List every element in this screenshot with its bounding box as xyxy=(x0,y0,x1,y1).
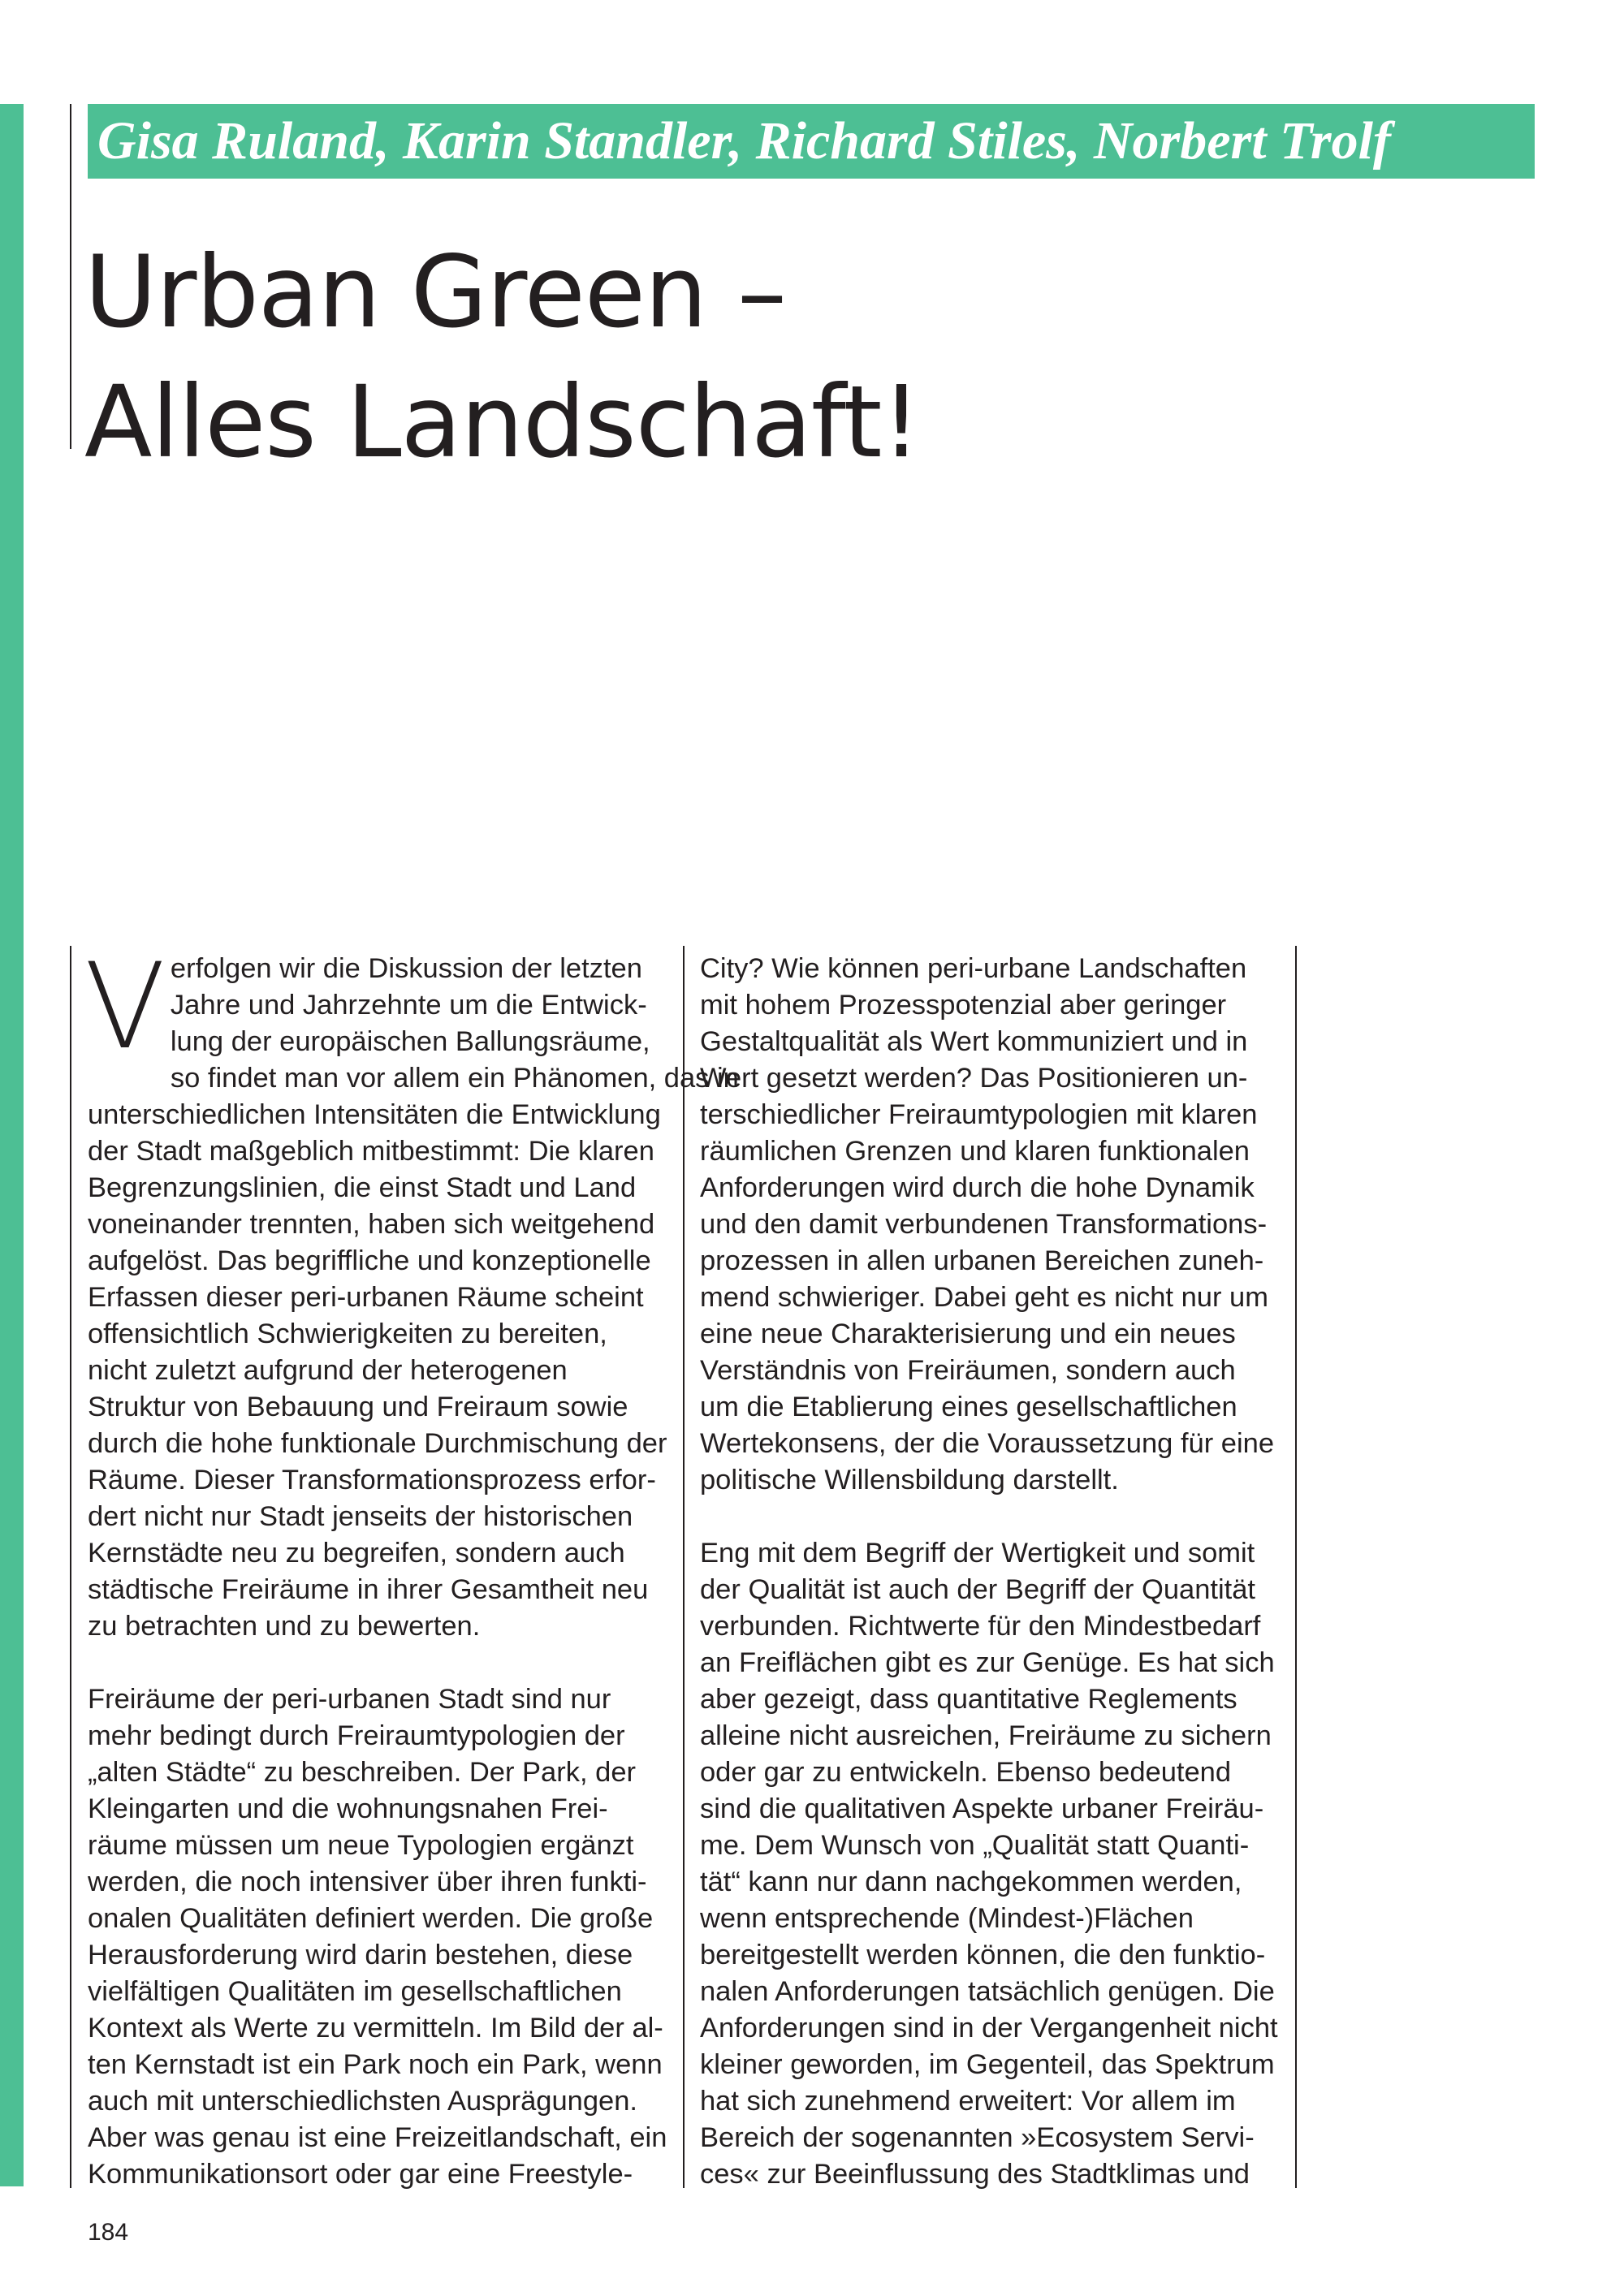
text-line: Herausforderung wird darin bestehen, diese xyxy=(88,1940,633,1970)
text-line: Wert gesetzt werden? Das Positionieren un- xyxy=(700,1063,1248,1094)
text-line: Jahre und Jahrzehnte um die Entwick- xyxy=(170,990,647,1021)
text-line: prozessen in allen urbanen Bereichen zuneh- xyxy=(700,1245,1264,1276)
text-line: aber gezeigt, dass quantitative Reglements xyxy=(700,1684,1237,1715)
text-line: um die Etablierung eines gesellschaftlichen xyxy=(700,1392,1237,1422)
drop-cap: V xyxy=(84,938,166,1076)
text-line: Bereich der sogenannten »Ecosystem Servi- xyxy=(700,2122,1255,2153)
text-line: nicht zuletzt aufgrund der heterogenen xyxy=(88,1355,568,1386)
text-line: Erfassen dieser peri-urbanen Räume scheint xyxy=(88,1282,644,1313)
text-line: Kernstädte neu zu begreifen, sondern auch xyxy=(88,1538,625,1569)
text-line: Struktur von Bebauung und Freiraum sowie xyxy=(88,1392,628,1422)
text-line: hat sich zunehmend erweitert: Vor allem im xyxy=(700,2086,1236,2117)
text-line: Anforderungen wird durch die hohe Dynamik xyxy=(700,1172,1255,1203)
title-line-1: Urban Green – xyxy=(84,235,786,350)
text-line: nalen Anforderungen tatsächlich genügen. Die xyxy=(700,1976,1275,2007)
author-band xyxy=(88,104,1535,179)
text-line: me. Dem Wunsch von „Qualität statt Quanti- xyxy=(700,1830,1250,1861)
text-line: lung der europäischen Ballungsräume, xyxy=(170,1026,650,1057)
text-line: eine neue Charakterisierung und ein neues xyxy=(700,1318,1236,1349)
text-line: oder gar zu entwickeln. Ebenso bedeutend xyxy=(700,1757,1232,1788)
text-line: tät“ kann nur dann nachgekommen werden, xyxy=(700,1867,1242,1897)
left-accent-bar xyxy=(0,104,24,2186)
text-line: Gestaltqualität als Wert kommuniziert und in xyxy=(700,1026,1248,1057)
text-line: Räume. Dieser Transformationsprozess erfor- xyxy=(88,1465,656,1495)
text-line: bereitgestellt werden können, die den funktio- xyxy=(700,1940,1266,1970)
paragraph xyxy=(700,1535,1285,2193)
page-number: 184 xyxy=(88,2219,129,2246)
text-line: Kontext als Werte zu vermitteln. Im Bild der al- xyxy=(88,2013,663,2044)
paragraph xyxy=(88,1681,672,2193)
text-line: ces« zur Beeinflussung des Stadtklimas und xyxy=(700,2159,1250,2190)
right-text-column xyxy=(700,951,1285,2193)
article-title xyxy=(84,227,920,487)
text-line: City? Wie können peri-urbane Landschaften xyxy=(700,953,1247,984)
text-line: durch die hohe funktionale Durchmischung der xyxy=(88,1428,667,1459)
text-line: ten Kernstadt ist ein Park noch ein Park, wenn xyxy=(88,2049,663,2080)
paragraph xyxy=(84,938,739,1645)
text-line: terschiedlicher Freiraumtypologien mit klaren xyxy=(700,1099,1258,1130)
text-line: kleiner geworden, im Gegenteil, das Spektrum xyxy=(700,2049,1275,2080)
text-line: an Freiflächen gibt es zur Genüge. Es hat sich xyxy=(700,1647,1275,1678)
text-line: so findet man vor allem ein Phänomen, das in xyxy=(170,1063,739,1094)
text-line: vielfältigen Qualitäten im gesellschaftlichen xyxy=(88,1976,622,2007)
text-line: werden, die noch intensiver über ihren funkti- xyxy=(88,1867,647,1897)
text-line: Aber was genau ist eine Freizeitlandschaft, ein xyxy=(88,2122,667,2153)
text-line: politische Willensbildung darstellt. xyxy=(700,1465,1119,1495)
column-rule-right xyxy=(1295,946,1297,2188)
text-line: erfolgen wir die Diskussion der letzten xyxy=(170,953,642,984)
text-line: voneinander trennten, haben sich weitgehend xyxy=(88,1209,655,1240)
title-vertical-rule xyxy=(70,104,71,449)
title-line-2: Alles Landschaft! xyxy=(84,365,921,480)
text-line: „alten Städte“ zu beschreiben. Der Park, der xyxy=(88,1757,637,1788)
text-line: der Qualität ist auch der Begriff der Quantität xyxy=(700,1574,1255,1605)
text-line: Anforderungen sind in der Vergangenheit nicht xyxy=(700,2013,1278,2044)
text-line: Freiräume der peri-urbanen Stadt sind nur xyxy=(88,1684,611,1715)
paragraph xyxy=(700,951,1285,1499)
text-line: unterschiedlichen Intensitäten die Entwicklung xyxy=(88,1099,661,1130)
text-line: wenn entsprechende (Mindest-)Flächen xyxy=(700,1903,1194,1934)
text-line: und den damit verbundenen Transformations- xyxy=(700,1209,1268,1240)
text-line: zu betrachten und zu bewerten. xyxy=(88,1611,481,1642)
left-text-column xyxy=(84,938,739,2193)
text-line: dert nicht nur Stadt jenseits der historischen xyxy=(88,1501,633,1532)
text-line: Begrenzungslinien, die einst Stadt und Land xyxy=(88,1172,637,1203)
text-line: Kommunikationsort oder gar eine Freestyle- xyxy=(88,2159,633,2190)
text-line: aufgelöst. Das begriffliche und konzeptionelle xyxy=(88,1245,651,1276)
text-line: alleine nicht ausreichen, Freiräume zu sichern xyxy=(700,1720,1272,1751)
text-line: räume müssen um neue Typologien ergänzt xyxy=(88,1830,634,1861)
text-line: auch mit unterschiedlichsten Ausprägungen. xyxy=(88,2086,638,2117)
text-line: offensichtlich Schwierigkeiten zu bereiten, xyxy=(88,1318,607,1349)
text-line: städtische Freiräume in ihrer Gesamtheit neu xyxy=(88,1574,649,1605)
text-line: mit hohem Prozesspotenzial aber geringer xyxy=(700,990,1227,1021)
text-line: Kleingarten und die wohnungsnahen Frei- xyxy=(88,1793,608,1824)
text-line: Verständnis von Freiräumen, sondern auch xyxy=(700,1355,1236,1386)
column-rule-left xyxy=(70,946,71,2188)
author-names: Gisa Ruland, Karin Standler, Richard Stiles, Norbert Trolf xyxy=(97,111,1391,170)
text-line: verbunden. Richtwerte für den Mindestbedarf xyxy=(700,1611,1261,1642)
text-line: sind die qualitativen Aspekte urbaner Freiräu- xyxy=(700,1793,1264,1824)
text-line: onalen Qualitäten definiert werden. Die große xyxy=(88,1903,654,1934)
column-rule-middle xyxy=(683,946,685,2188)
text-line: der Stadt maßgeblich mitbestimmt: Die klaren xyxy=(88,1136,654,1167)
text-line: räumlichen Grenzen und klaren funktionalen xyxy=(700,1136,1250,1167)
text-line: Wertekonsens, der die Voraussetzung für eine xyxy=(700,1428,1275,1459)
text-line: mend schwieriger. Dabei geht es nicht nur um xyxy=(700,1282,1268,1313)
text-line: Eng mit dem Begriff der Wertigkeit und somit xyxy=(700,1538,1255,1569)
text-line: mehr bedingt durch Freiraumtypologien der xyxy=(88,1720,625,1751)
